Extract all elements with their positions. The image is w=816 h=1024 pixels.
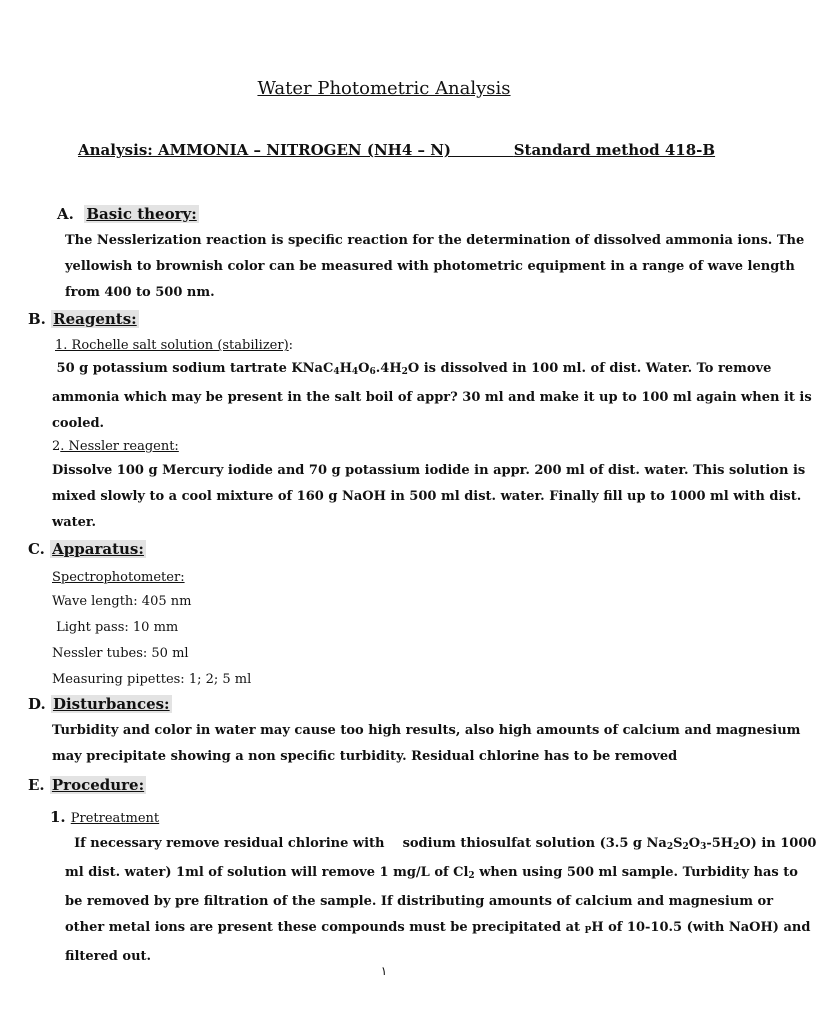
rochelle-text: 50 g potassium sodium tartrate $KNaC_4H_4O_6.4H_2O$ is dissolved in 100 ml. of dist. Water. To remove ammonia which may be present in the salt boil of appr? 30 ml and make it up to 100 ml again when it is cooled.	[52, 356, 812, 437]
nessler-line: Dissolve 100 g Mercury iodide and 70 g potassium iodide in appr. 200 ml of dist. water. This solution is	[52, 463, 806, 478]
section-b-marker: B.	[28, 310, 46, 328]
section-a-heading	[57, 205, 199, 223]
page-number: ١	[380, 964, 388, 978]
rochelle-line: cooled.	[52, 416, 105, 431]
basic-theory-text	[65, 228, 804, 306]
section-c-marker: C.	[28, 540, 45, 558]
section-b-title: Reagents:	[53, 310, 137, 328]
disturbances-line: Turbidity and color in water may cause too high results, also high amounts of calcium and magnesium	[52, 723, 801, 738]
section-d-marker: D.	[28, 695, 46, 713]
section-d-heading	[28, 695, 172, 713]
basic-theory-line: from 400 to 500 nm.	[65, 285, 215, 300]
basic-theory-line: The Nesslerization reaction is specific reaction for the determination of dissolved ammonia ions. The	[65, 233, 805, 248]
rochelle-line: ammonia which may be present in the salt boil of appr? 30 ml and make it up to 100 ml again when it is	[52, 390, 812, 405]
apparatus-item: Measuring pipettes: 1; 2; 5 ml	[52, 672, 252, 687]
page-title: Water Photometric Analysis	[257, 78, 511, 99]
pretreatment-line: filtered out.	[65, 949, 152, 964]
section-a-title: Basic theory:	[86, 205, 197, 223]
nessler-title: 2. Nessler reagent:	[52, 439, 179, 454]
disturbances-line: may precipitate showing a non specific turbidity. Residual chlorine has to be removed	[52, 749, 678, 764]
analysis-header	[78, 141, 715, 159]
apparatus-item: Nessler tubes: 50 ml	[52, 646, 189, 661]
nessler-line: mixed slowly to a cool mixture of 160 g NaOH in 500 ml dist. water. Finally fill up to 1000 ml with dist.	[52, 489, 802, 504]
section-c-title: Apparatus:	[52, 540, 144, 558]
pretreatment-heading: 1. Pretreatment	[50, 808, 160, 826]
section-c-heading	[28, 540, 146, 558]
section-b-heading	[28, 310, 139, 328]
nessler-text	[52, 458, 805, 536]
apparatus-item: Wave length: 405 nm	[52, 594, 192, 609]
disturbances-text	[52, 718, 800, 770]
section-e-marker: E.	[28, 776, 45, 794]
section-e-title: Procedure:	[51, 776, 145, 794]
pretreatment-line: be removed by pre filtration of the sample. If distributing amounts of calcium and magnesium or	[65, 894, 774, 909]
apparatus-item: Light pass: 10 mm	[52, 620, 179, 635]
basic-theory-line: yellowish to brownish color can be measured with photometric equipment in a range of wave length	[65, 259, 795, 274]
pretreatment-text: If necessary remove residual chlorine with sodium thiosulfat solution (3.5 g $Na_2S_2O_3-5H_2O$) in 1000 ml dist. water) 1ml of solution will remove 1 mg/L of $Cl_2$ when using 500 ml sample. Turbidity has to be removed by pre filtration of the sample. If distributing amounts of calcium and magnesium or other metal ions are present these compounds must be precipitated at $_P$H of 10-10.5 (with NaOH) and filtered out.	[65, 831, 816, 970]
rochelle-title: 1. Rochelle salt solution (stabilizer):	[55, 338, 294, 353]
standard-method: Standard method 418-B	[513, 141, 716, 159]
apparatus-list	[52, 589, 251, 693]
section-e-heading	[28, 776, 146, 794]
analysis-label: Analysis: AMMONIA – NITROGEN (NH4 – N)	[78, 141, 452, 159]
nessler-line: water.	[52, 515, 97, 530]
apparatus-subtitle: Spectrophotometer:	[52, 570, 185, 585]
section-d-title: Disturbances:	[52, 695, 170, 713]
section-a-marker: A.	[57, 205, 74, 223]
